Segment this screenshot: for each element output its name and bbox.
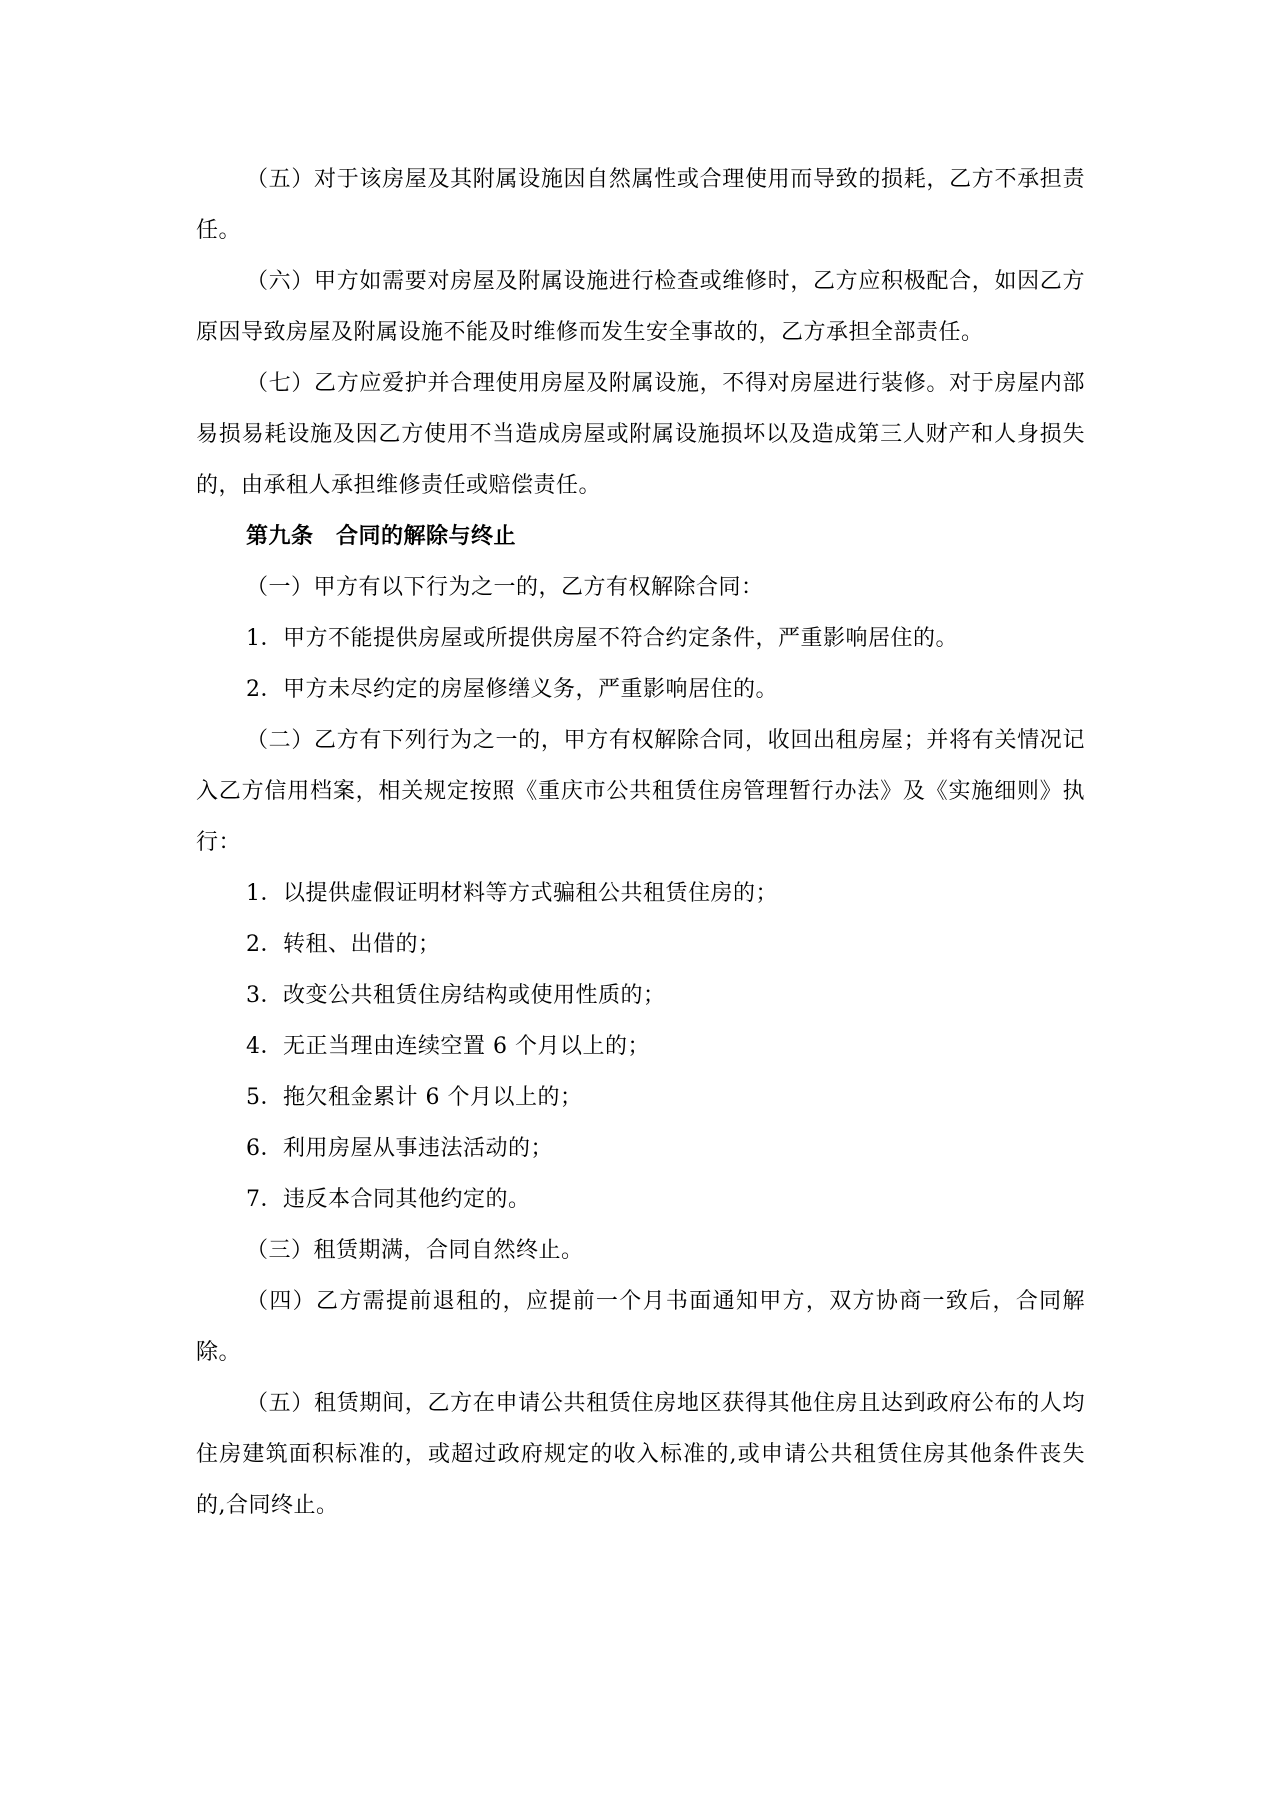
list-item-9-2-1: 1．以提供虚假证明材料等方式骗租公共租赁住房的； <box>246 881 778 906</box>
paragraph-clause-8-5: （五）对于该房屋及其附属设施因自然属性或合理使用而导致的损耗，乙方不承担责任。 <box>196 167 1085 243</box>
list-item-9-2-7: 7．违反本合同其他约定的。 <box>246 1187 531 1212</box>
paragraph-clause-9-4: （四）乙方需提前退租的，应提前一个月书面通知甲方，双方协商一致后，合同解除。 <box>196 1289 1085 1365</box>
paragraph-clause-9-3: （三）租赁期满，合同自然终止。 <box>246 1238 584 1263</box>
list-item-9-2-3: 3．改变公共租赁住房结构或使用性质的； <box>246 983 666 1008</box>
paragraph-clause-8-6: （六）甲方如需要对房屋及附属设施进行检查或维修时，乙方应积极配合，如因乙方原因导致房屋及附属设施不能及时维修而发生安全事故的，乙方承担全部责任。 <box>196 269 1085 345</box>
list-item-9-2-4: 4．无正当理由连续空置 6 个月以上的； <box>246 1034 650 1059</box>
paragraph-clause-9-1: （一）甲方有以下行为之一的，乙方有权解除合同： <box>246 575 764 600</box>
section-heading-article-9: 第九条 合同的解除与终止 <box>246 523 517 549</box>
list-item-9-2-6: 6．利用房屋从事违法活动的； <box>246 1136 553 1161</box>
list-item-9-2-5: 5．拖欠租金累计 6 个月以上的； <box>246 1085 583 1110</box>
paragraph-clause-9-5: （五）租赁期间，乙方在申请公共租赁住房地区获得其他住房且达到政府公布的人均住房建筑面积标准的，或超过政府规定的收入标准的,或申请公共租赁住房其他条件丧失的,合同终止。 <box>196 1391 1085 1518</box>
list-item-9-1-1: 1．甲方不能提供房屋或所提供房屋不符合约定条件，严重影响居住的。 <box>246 626 958 651</box>
list-item-9-1-2: 2．甲方未尽约定的房屋修缮义务，严重影响居住的。 <box>246 677 778 702</box>
document-page <box>196 154 1085 1531</box>
paragraph-clause-8-7: （七）乙方应爱护并合理使用房屋及附属设施，不得对房屋进行装修。对于房屋内部易损易耗设施及因乙方使用不当造成房屋或附属设施损坏以及造成第三人财产和人身损失的，由承租人承担维修责任或赔偿责任。 <box>196 371 1085 498</box>
list-item-9-2-2: 2．转租、出借的； <box>246 932 441 957</box>
paragraph-clause-9-2: （二）乙方有下列行为之一的，甲方有权解除合同，收回出租房屋；并将有关情况记入乙方信用档案，相关规定按照《重庆市公共租赁住房管理暂行办法》及《实施细则》执行： <box>196 728 1085 855</box>
